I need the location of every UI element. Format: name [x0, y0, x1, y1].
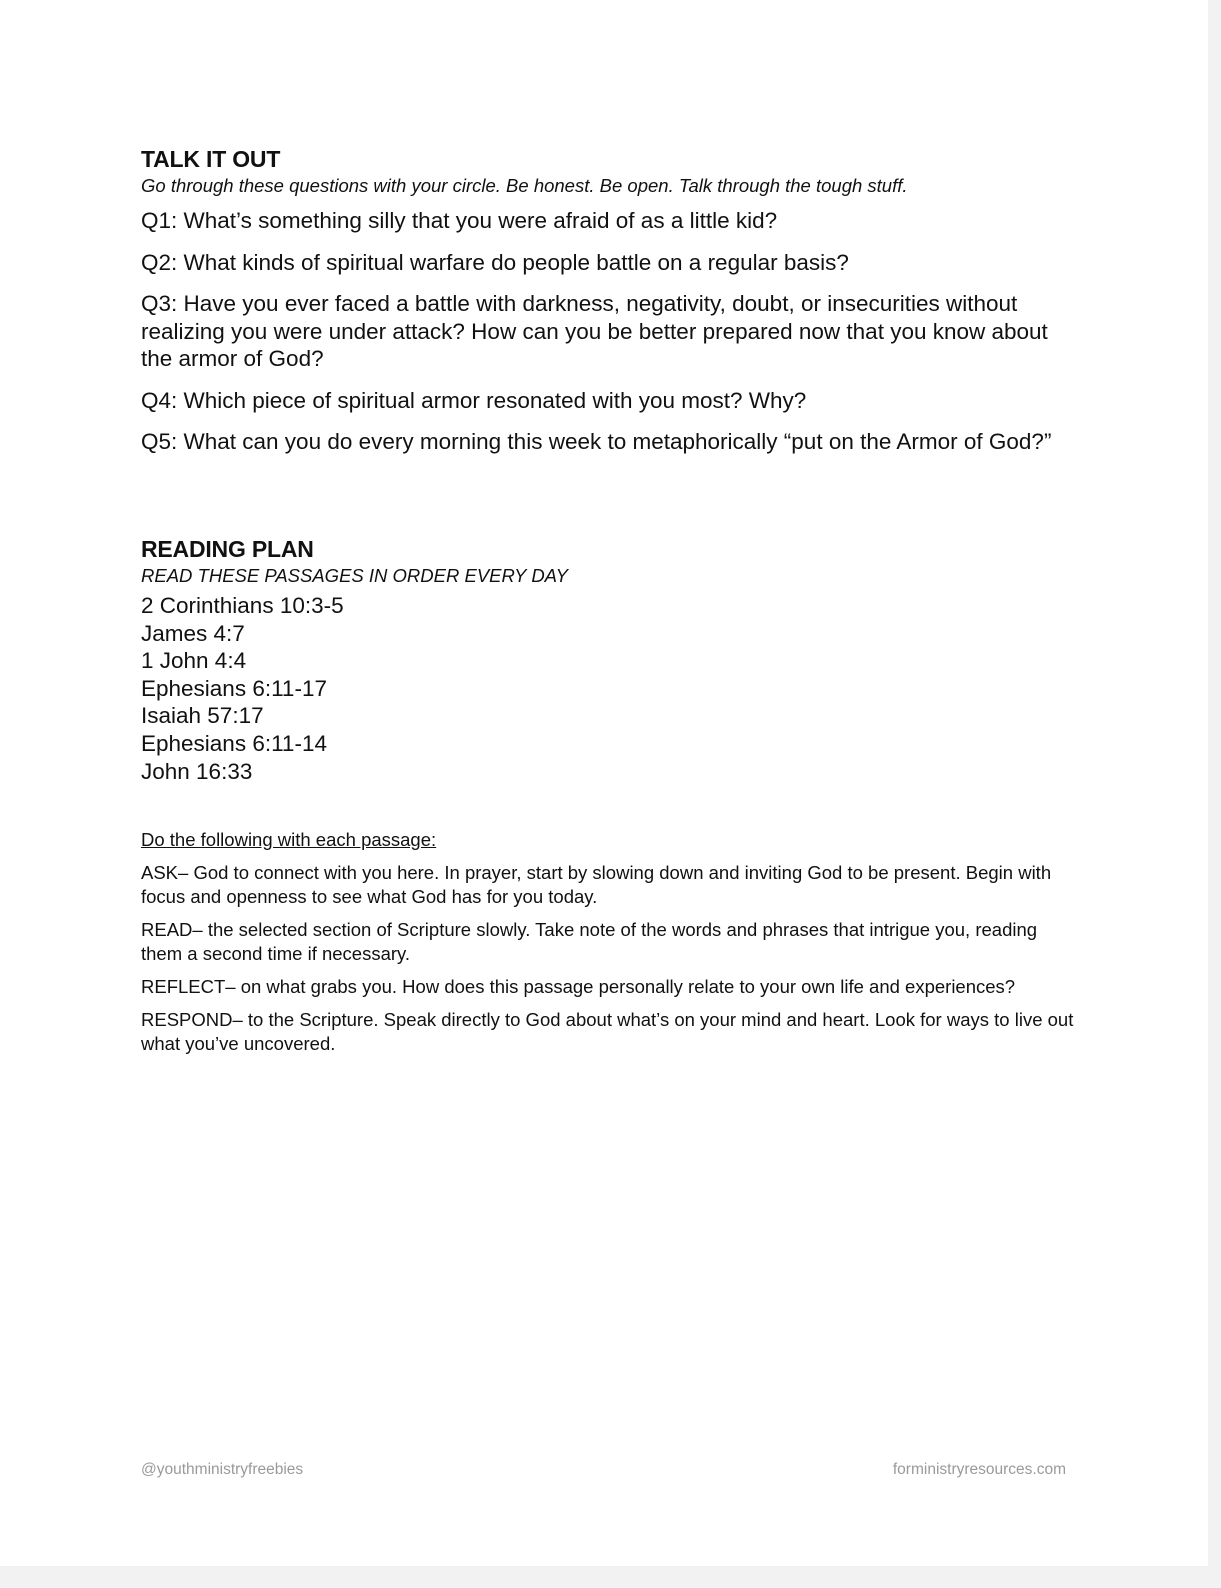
passage-list — [141, 592, 1076, 785]
reading-plan-heading: READING PLAN — [141, 536, 314, 562]
question-4: Q4: Which piece of spiritual armor resonated with you most? Why? — [141, 387, 807, 413]
passage-item: 1 John 4:4 — [141, 648, 247, 674]
instruction-reflect: REFLECT– on what grabs you. How does this passage personally relate to your own life and experiences? — [141, 976, 1016, 997]
passage-item: Isaiah 57:17 — [141, 703, 264, 729]
footer-handle: @youthministryfreebies — [141, 1461, 304, 1478]
passage-item: Ephesians 6:11-14 — [141, 730, 327, 756]
question-list — [141, 207, 1076, 456]
talk-it-out-section — [141, 144, 1076, 470]
question-3: Q3: Have you ever faced a battle with darkness, negativity, doubt, or insecurities without realizing you were under attack? How can you be better prepared now that you know about the armor of God? — [141, 291, 1048, 371]
talk-it-out-subtitle: Go through these questions with your circle. Be honest. Be open. Talk through the tough stuff. — [141, 175, 908, 196]
question-1: Q1: What’s something silly that you were afraid of as a little kid? — [141, 208, 778, 233]
talk-it-out-heading: TALK IT OUT — [141, 146, 281, 172]
passage-item: Ephesians 6:11-17 — [141, 675, 327, 701]
instructions-title: Do the following with each passage: — [141, 829, 437, 850]
question-5: Q5: What can you do every morning this week to metaphorically “put on the Armor of God?” — [141, 429, 1052, 454]
reading-plan-subtitle: READ THESE PASSAGES IN ORDER EVERY DAY — [141, 565, 568, 586]
passage-item: James 4:7 — [141, 620, 245, 646]
instruction-ask: ASK– God to connect with you here. In prayer, start by slowing down and inviting God to be present. Begin with focus and openness to see what God has for you today. — [141, 862, 1052, 907]
question-2: Q2: What kinds of spiritual warfare do people battle on a regular basis? — [141, 249, 849, 275]
reading-plan-section — [141, 534, 1076, 785]
instruction-read: READ– the selected section of Scripture slowly. Take note of the words and phrases that intrigue you, reading them a second time if necessary. — [141, 919, 1038, 964]
instructions-section — [141, 827, 1076, 1065]
instruction-respond: RESPOND– to the Scripture. Speak directly to God about what’s on your mind and heart. Look for ways to live out what you’ve uncovered. — [141, 1009, 1074, 1054]
passage-item: 2 Corinthians 10:3-5 — [141, 593, 344, 618]
footer-website: forministryresources.com — [892, 1461, 1066, 1478]
passage-item: John 16:33 — [141, 758, 253, 784]
